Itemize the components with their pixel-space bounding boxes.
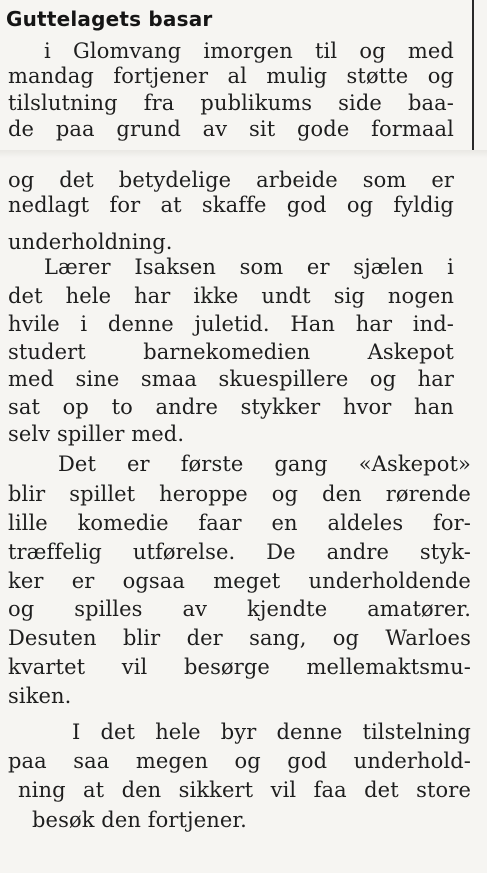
article-line-27: besøk den fortjener. bbox=[32, 808, 247, 832]
article-line-12: med sine smaa skuespillere og har bbox=[8, 367, 454, 391]
article-headline: Guttelagets basar bbox=[6, 7, 213, 31]
article-line-1: i Glomvang imorgen til og med bbox=[44, 39, 454, 63]
article-line-4: de paa grund av sit gode formaal bbox=[8, 117, 454, 141]
article-line-10: hvile i denne juletid. Han har ind- bbox=[8, 312, 454, 336]
clipping-seam bbox=[0, 150, 487, 158]
article-line-15: Det er første gang «Askepot» bbox=[58, 452, 471, 476]
article-line-21: Desuten blir der sang, og Warloes bbox=[8, 626, 471, 650]
article-line-8: Lærer Isaksen som er sjælen i bbox=[44, 255, 454, 279]
article-line-16: blir spillet heroppe og den rørende bbox=[8, 482, 471, 506]
article-line-5: og det betydelige arbeide som er bbox=[8, 168, 454, 192]
article-line-14: selv spiller med. bbox=[8, 422, 185, 446]
article-line-26: ning at den sikkert vil faa det store bbox=[18, 778, 471, 802]
article-line-20: og spilles av kjendte amatører. bbox=[8, 597, 471, 621]
article-line-19: ker er ogsaa meget underholdende bbox=[8, 569, 471, 593]
article-line-25: paa saa megen og god underhold- bbox=[8, 749, 471, 773]
article-line-17: lille komedie faar en aldeles for- bbox=[8, 511, 471, 535]
article-line-3: tilslutning fra publikums side baa- bbox=[8, 91, 454, 115]
article-line-6: nedlagt for at skaffe god og fyldig bbox=[8, 193, 454, 217]
article-line-13: sat op to andre stykker hvor han bbox=[8, 395, 454, 419]
article-line-11: studert barnekomedien Askepot bbox=[8, 340, 454, 364]
article-line-24: I det hele byr denne tilstelning bbox=[72, 720, 471, 744]
article-line-2: mandag fortjener al mulig støtte og bbox=[8, 64, 454, 88]
article-line-18: træffelig utførelse. De andre styk- bbox=[8, 540, 471, 564]
column-rule bbox=[472, 0, 474, 150]
article-line-9: det hele har ikke undt sig nogen bbox=[8, 284, 454, 308]
article-line-22: kvartet vil besørge mellemaktsmu- bbox=[8, 655, 471, 679]
article-line-23: siken. bbox=[8, 684, 72, 708]
article-line-7: underholdning. bbox=[8, 230, 173, 254]
